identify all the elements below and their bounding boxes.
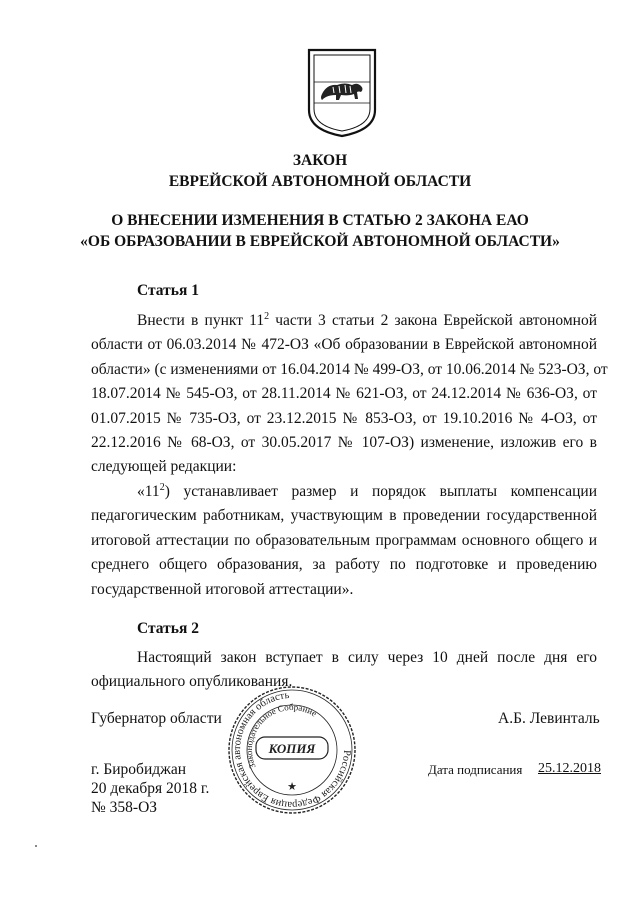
svg-text:КОПИЯ: КОПИЯ bbox=[268, 741, 316, 756]
law-number: № 358-ОЗ bbox=[91, 799, 158, 816]
article-1-paragraph-2: «$11^2$) устанавливает размер и порядок выплаты компенсации педагогическим работникам, участвующим в проведении государственной итоговой аттестации по образовательным программам основного общего и среднего общего образования, за работу по подготовке и проведению государственной итоговой аттестации». bbox=[91, 481, 597, 598]
scan-speck bbox=[35, 845, 37, 847]
svg-text:Законодательное Собрание: Законодательное Собрание bbox=[243, 701, 319, 770]
signatory-position: Губернатор области bbox=[91, 710, 222, 727]
coat-of-arms-emblem bbox=[305, 48, 379, 138]
svg-text:Российская Федерация Еврейская: Российская Федерация Еврейская автономная область bbox=[231, 690, 353, 811]
tiger-icon bbox=[321, 84, 363, 101]
law-subtitle-line1: О ВНЕСЕНИИ ИЗМЕНЕНИЯ В СТАТЬЮ 2 ЗАКОНА ЕАО bbox=[111, 212, 529, 229]
svg-text:★: ★ bbox=[287, 781, 297, 793]
signing-city: г. Биробиджан bbox=[91, 761, 187, 778]
article-2-heading: Статья 2 bbox=[137, 620, 199, 637]
law-subtitle-line2: «ОБ ОБРАЗОВАНИИ В ЕВРЕЙСКОЙ АВТОНОМНОЙ ОБЛАСТИ» bbox=[80, 233, 560, 250]
signing-date: 20 декабря 2018 г. bbox=[91, 780, 210, 797]
article-1-heading: Статья 1 bbox=[137, 282, 199, 299]
article-1-paragraph-1: Внести в пункт $11^2$ части 3 статьи 2 закона Еврейской автономной области от 06.03.2014 № 472-ОЗ «Об образовании в Еврейской автономной области» (с изменениями от 16.04.2014 № 499-ОЗ, от 10.06.2014 № 523-ОЗ, от 18.07.2014 № 545-ОЗ, от 28.11.2014 № 621-ОЗ, от 24.12.2014 № 636-ОЗ, от 01.07.2015 № 735-ОЗ, от 23.12.2015 № 853-ОЗ, от 19.10.2016 № 4-ОЗ, от 22.12.2016 № 68-ОЗ, от 30.05.2017 № 107-ОЗ) изменение, изложив его в следующей редакции: bbox=[91, 310, 608, 476]
article-2-paragraph: Настоящий закон вступает в силу через 10 дней после дня его официального опубликования. bbox=[91, 649, 597, 691]
signing-date-label: Дата подписания bbox=[428, 762, 523, 777]
law-title-region: ЕВРЕЙСКОЙ АВТОНОМНОЙ ОБЛАСТИ bbox=[168, 173, 472, 190]
law-title: ЗАКОН bbox=[292, 152, 348, 169]
signatory-name: А.Б. Левинталь bbox=[498, 710, 600, 727]
signing-date-value: 25.12.2018 bbox=[538, 761, 601, 776]
copy-stamp bbox=[226, 684, 358, 816]
